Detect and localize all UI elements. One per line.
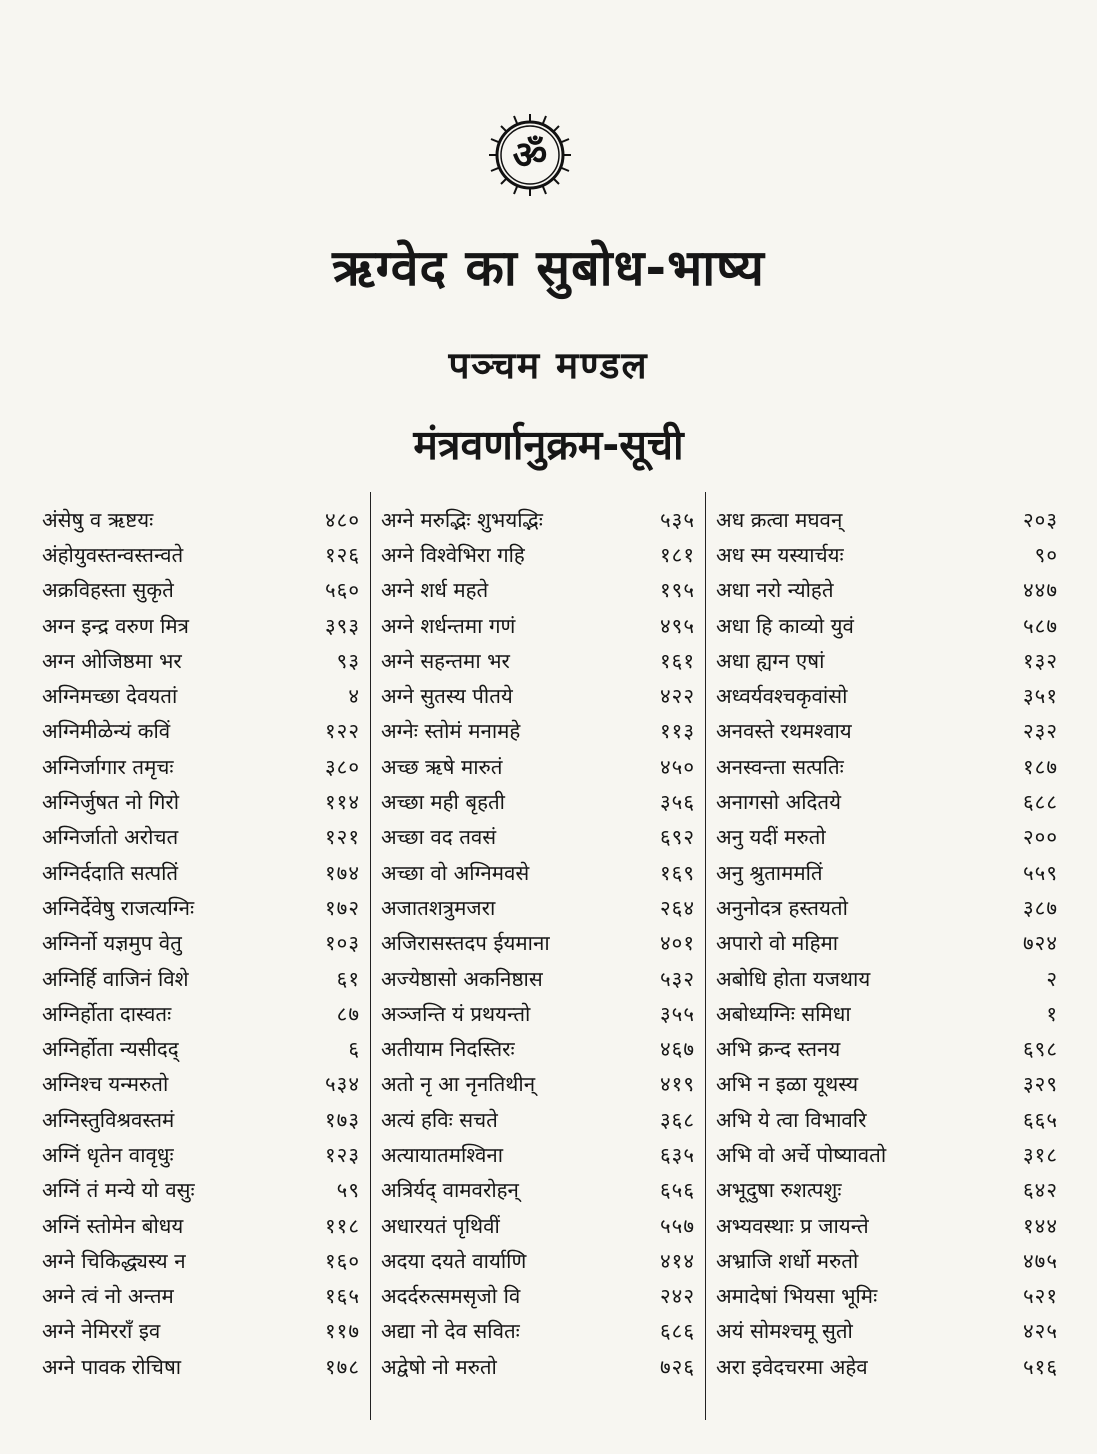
mantra-number: ५५९ [1023, 860, 1058, 885]
index-entry [381, 961, 695, 996]
mantra-text: अग्निर्जुषत नो गिरो [42, 790, 180, 815]
mantra-text: अधा ह्यग्न एषां [716, 648, 825, 673]
mantra-text: अनागसो अदितये [716, 790, 842, 815]
mantra-number: ६९२ [660, 825, 695, 850]
index-entry [716, 1349, 1058, 1384]
mantra-number: ४०१ [660, 931, 695, 956]
index-entry [42, 820, 360, 855]
mantra-text: अबोध्यग्निः समिधा [716, 1001, 851, 1026]
mantra-text: अग्निमीळेन्यं कविं [42, 719, 171, 744]
mantra-number: ४८० [325, 507, 360, 532]
mantra-text: अभि न इळा यूथस्य [716, 1072, 859, 1097]
mantra-text: अपारो वो महिमा [716, 931, 839, 956]
mantra-text: अग्ने त्वं नो अन्तम [42, 1284, 174, 1309]
mantra-number: ६४२ [1023, 1178, 1058, 1203]
mantra-text: अग्ने नेमिरराँ इव [42, 1319, 161, 1344]
index-entry [42, 1314, 360, 1349]
mantra-number: ६९८ [1023, 1037, 1058, 1062]
index-entry [42, 749, 360, 784]
mantra-text: अनवस्ते रथमश्वाय [716, 719, 852, 744]
mantra-number: ६८६ [660, 1319, 695, 1344]
mantra-text: अभ्राजि शर्धो मरुतो [716, 1248, 859, 1273]
mantra-text: अयं सोमश्चमू सुतो [716, 1319, 853, 1344]
index-entry [42, 890, 360, 925]
mantra-number: ४१४ [660, 1248, 695, 1273]
index-entry [716, 537, 1058, 572]
mantra-text: अतीयाम निदस्तिरः [381, 1037, 515, 1062]
index-entry [381, 1243, 695, 1278]
mantra-number: १६० [325, 1248, 360, 1273]
mantra-number: ३८० [325, 754, 360, 779]
index-entry [716, 1208, 1058, 1243]
om-symbol: ॐ [512, 133, 548, 177]
mantra-number: २०० [1023, 825, 1058, 850]
mantra-number: ४ [348, 684, 360, 709]
mantra-number: ४२५ [1023, 1319, 1058, 1344]
om-sun-icon [487, 112, 573, 198]
index-entry [381, 926, 695, 961]
mantra-number: ५९ [336, 1178, 360, 1203]
index-column-1 [32, 492, 370, 1420]
index-entry [381, 1031, 695, 1066]
mantra-text: अद्या नो देव सवितः [381, 1319, 520, 1344]
index-entry [716, 820, 1058, 855]
mantra-number: १ [1046, 1001, 1058, 1026]
mantra-number: ६३५ [660, 1142, 695, 1167]
mantra-text: अबोधि होता यजथाय [716, 966, 871, 991]
index-entry [42, 537, 360, 572]
index-entry [42, 678, 360, 713]
index-entry [716, 608, 1058, 643]
mantra-number: ४६७ [660, 1037, 695, 1062]
mantra-number: १७२ [325, 895, 360, 920]
mantra-text: अच्छा वद तवसं [381, 825, 497, 850]
mantra-text: अनु श्रुताममतिं [716, 860, 823, 885]
mantra-number: ५६० [325, 578, 360, 603]
index-entry [716, 714, 1058, 749]
mantra-text: अग्न ओजिष्ठमा भर [42, 648, 182, 673]
mantra-number: ३९३ [325, 613, 360, 638]
mantra-number: ५२१ [1023, 1284, 1058, 1309]
index-entry [381, 573, 695, 608]
mantra-text: अग्ने विश्वेभिरा गहि [381, 542, 525, 567]
mantra-text: अग्ने सहन्तमा भर [381, 648, 510, 673]
mantra-text: अरा इवेदचरमा अहेव [716, 1354, 868, 1379]
mantra-text: अध्वर्यवश्चकृवांसो [716, 684, 848, 709]
mantra-text: अग्ने मरुद्भिः शुभयद्भिः [381, 507, 543, 532]
index-entry [381, 1349, 695, 1384]
mantra-text: अक्रविहस्ता सुकृते [42, 578, 174, 603]
mantra-text: अग्निं तं मन्ये यो वसुः [42, 1178, 195, 1203]
mantra-text: अभूदुषा रुशत्पशुः [716, 1178, 842, 1203]
index-entry [381, 855, 695, 890]
mantra-text: अग्ने पावक रोचिषा [42, 1354, 182, 1379]
index-entry [381, 678, 695, 713]
mantra-text: अजिरासस्तदप ईयमाना [381, 931, 550, 956]
mantra-index-table [32, 492, 1064, 1420]
index-entry [716, 996, 1058, 1031]
mantra-text: अजातशत्रुमजरा [381, 895, 496, 920]
index-entry [716, 890, 1058, 925]
mantra-number: ४७५ [1023, 1248, 1058, 1273]
mantra-number: ३६८ [660, 1107, 695, 1132]
mantra-text: अभ्यवस्थाः प्र जायन्ते [716, 1213, 869, 1238]
mantra-number: २०३ [1023, 507, 1058, 532]
index-entry [381, 502, 695, 537]
mantra-number: २६४ [660, 895, 695, 920]
mantra-text: अत्यायातमश्विना [381, 1142, 504, 1167]
index-entry [716, 502, 1058, 537]
mantra-text: अग्निं धृतेन वावृधुः [42, 1142, 174, 1167]
mantra-number: ८७ [336, 1001, 360, 1026]
mantra-number: १२१ [325, 825, 360, 850]
index-entry [381, 1067, 695, 1102]
index-entry [42, 1349, 360, 1384]
index-title: मंत्रवर्णानुक्रम-सूची [413, 421, 684, 469]
mantra-number: ३५१ [1023, 684, 1058, 709]
mantra-number: १६१ [660, 648, 695, 673]
mantra-text: अध क्रत्वा मघवन् [716, 507, 843, 532]
mantra-number: ५१६ [1023, 1354, 1058, 1379]
mantra-text: अग्ने चिकिद्ध्यस्य न [42, 1248, 186, 1273]
index-entry [381, 784, 695, 819]
mantra-text: अग्निर्होता न्यसीदद् [42, 1037, 179, 1062]
mantra-number: १३२ [1023, 648, 1058, 673]
mantra-number: ४५० [660, 754, 695, 779]
index-column-3 [705, 492, 1064, 1420]
mantra-number: ५८७ [1023, 613, 1058, 638]
mantra-text: अच्छ ऋषे मारुतं [381, 754, 503, 779]
mantra-text: अग्निर्जातो अरोचत [42, 825, 179, 850]
index-entry [716, 643, 1058, 678]
mantra-number: ५५७ [660, 1213, 695, 1238]
mantra-number: ११८ [325, 1213, 360, 1238]
index-entry [381, 820, 695, 855]
index-entry [42, 1137, 360, 1172]
index-entry [716, 573, 1058, 608]
index-entry [381, 608, 695, 643]
index-entry [42, 1279, 360, 1314]
mantra-text: अग्निर्नो यज्ञमुप वेतु [42, 931, 182, 956]
mantra-text: अग्ने शर्धन्तमा गणं [381, 613, 516, 638]
index-entry [42, 784, 360, 819]
index-entry [42, 961, 360, 996]
mantra-text: अभि वो अर्चे पोष्यावतो [716, 1142, 887, 1167]
mantra-text: अग्निर्हि वाजिनं विशे [42, 966, 189, 991]
index-entry [42, 502, 360, 537]
index-entry [716, 1314, 1058, 1349]
mantra-text: अध स्म यस्यार्चयः [716, 542, 844, 567]
mantra-number: ६१ [336, 966, 360, 991]
mantra-number: १७८ [325, 1354, 360, 1379]
index-entry [381, 537, 695, 572]
mantra-text: अग्निश्च यन्मरुतो [42, 1072, 169, 1097]
mantra-text: अंसेषु व ऋष्टयः [42, 507, 154, 532]
mantra-number: १०३ [325, 931, 360, 956]
index-entry [381, 1314, 695, 1349]
index-entry [716, 926, 1058, 961]
mantra-text: अनस्वन्ता सत्पतिः [716, 754, 844, 779]
om-emblem [487, 112, 573, 198]
index-entry [42, 926, 360, 961]
mantra-text: अंहोयुवस्तन्वस्तन्वते [42, 542, 184, 567]
mantra-text: अनुनोदत्र हस्तयतो [716, 895, 848, 920]
mantra-text: अतो नृ आ नृनतिथीन् [381, 1072, 536, 1097]
mantra-number: ३८७ [1023, 895, 1058, 920]
mantra-number: ९० [1034, 542, 1058, 567]
mantra-number: ११४ [325, 790, 360, 815]
mantra-text: अग्न इन्द्र वरुण मित्र [42, 613, 189, 638]
mantra-number: ६५६ [660, 1178, 695, 1203]
mantra-number: ११३ [660, 719, 695, 744]
mantra-number: ४९५ [660, 613, 695, 638]
mandal-heading: पञ्चम मण्डल [448, 344, 649, 387]
index-entry [42, 1102, 360, 1137]
index-entry [716, 1031, 1058, 1066]
mantra-text: अग्ने शर्ध महते [381, 578, 489, 603]
index-entry [716, 961, 1058, 996]
mantra-number: २ [1046, 966, 1058, 991]
mantra-number: १७४ [325, 860, 360, 885]
index-entry [716, 678, 1058, 713]
mantra-text: अभि ये त्वा विभावरि [716, 1107, 867, 1132]
index-entry [716, 855, 1058, 890]
index-entry [42, 855, 360, 890]
mantra-text: अनु यदीं मरुतो [716, 825, 826, 850]
mantra-number: ७२४ [1023, 931, 1058, 956]
index-entry [716, 1067, 1058, 1102]
mantra-text: अच्छा मही बृहती [381, 790, 505, 815]
mantra-number: १४४ [1023, 1213, 1058, 1238]
mantra-text: अग्ने सुतस्य पीतये [381, 684, 513, 709]
mantra-text: अग्निर्ददाति सत्पतिं [42, 860, 179, 885]
mantra-number: ६ [348, 1037, 360, 1062]
mantra-number: ३५५ [660, 1001, 695, 1026]
index-entry [716, 1102, 1058, 1137]
index-entry [42, 608, 360, 643]
mantra-text: अत्यं हविः सचते [381, 1107, 498, 1132]
mantra-number: ६८८ [1023, 790, 1058, 815]
index-entry [381, 1137, 695, 1172]
mantra-number: १२२ [325, 719, 360, 744]
index-entry [381, 643, 695, 678]
mantra-text: अञ्जन्ति यं प्रथयन्तो [381, 1001, 531, 1026]
mantra-number: १७३ [325, 1107, 360, 1132]
mantra-number: ४१९ [660, 1072, 695, 1097]
mantra-text: अभि क्रन्द स्तनय [716, 1037, 841, 1062]
mantra-text: अग्निर्जागार तमृचः [42, 754, 174, 779]
mantra-number: २४२ [660, 1284, 695, 1309]
mantra-number: ५३४ [325, 1072, 360, 1097]
index-entry [42, 1031, 360, 1066]
mantra-text: अग्निमच्छा देवयतां [42, 684, 178, 709]
mantra-text: अग्निर्होता दास्वतः [42, 1001, 172, 1026]
index-column-2 [370, 492, 705, 1420]
index-entry [42, 1208, 360, 1243]
index-entry [381, 749, 695, 784]
index-entry [716, 784, 1058, 819]
index-entry [716, 1243, 1058, 1278]
index-entry [381, 1208, 695, 1243]
index-entry [381, 1173, 695, 1208]
mantra-text: अदया दयते वार्याणि [381, 1248, 527, 1273]
index-entry [716, 1279, 1058, 1314]
mantra-text: अग्नेः स्तोमं मनामहे [381, 719, 521, 744]
index-entry [716, 1137, 1058, 1172]
mantra-number: ७२६ [660, 1354, 695, 1379]
mantra-text: अच्छा वो अग्निमवसे [381, 860, 530, 885]
mantra-number: ५३२ [660, 966, 695, 991]
mantra-number: ४४७ [1023, 578, 1058, 603]
mantra-number: १२३ [325, 1142, 360, 1167]
index-entry [42, 643, 360, 678]
mantra-text: अग्निं स्तोमेन बोधय [42, 1213, 184, 1238]
mantra-number: १६९ [660, 860, 695, 885]
index-entry [716, 749, 1058, 784]
mantra-number: ३१८ [1023, 1142, 1058, 1167]
mantra-number: ११७ [325, 1319, 360, 1344]
index-entry [42, 1067, 360, 1102]
index-entry [42, 573, 360, 608]
mantra-text: अधा हि काव्यो युवं [716, 613, 854, 638]
index-entry [381, 714, 695, 749]
mantra-number: ५३५ [660, 507, 695, 532]
mantra-text: अज्येष्ठासो अकनिष्ठास [381, 966, 543, 991]
mantra-text: अधा नरो न्योहते [716, 578, 834, 603]
index-entry [42, 1173, 360, 1208]
index-entry [716, 1173, 1058, 1208]
index-entry [381, 890, 695, 925]
mantra-number: १६५ [325, 1284, 360, 1309]
mantra-number: ६६५ [1023, 1107, 1058, 1132]
mantra-number: ९३ [336, 648, 360, 673]
book-title: ऋग्वेद का सुबोध-भाष्य [332, 239, 765, 297]
index-entry [381, 996, 695, 1031]
mantra-number: १८७ [1023, 754, 1058, 779]
mantra-number: १२६ [325, 542, 360, 567]
index-entry [381, 1279, 695, 1314]
mantra-text: अत्रिर्यद् वामवरोहन् [381, 1178, 519, 1203]
index-entry [42, 714, 360, 749]
mantra-text: अमादेषां भियसा भूमिः [716, 1284, 878, 1309]
mantra-text: अधारयतं पृथिवीं [381, 1213, 500, 1238]
mantra-number: ३२९ [1023, 1072, 1058, 1097]
index-entry [42, 996, 360, 1031]
mantra-number: ३५६ [660, 790, 695, 815]
index-entry [381, 1102, 695, 1137]
mantra-text: अद्वेषो नो मरुतो [381, 1354, 497, 1379]
mantra-text: अग्निस्तुविश्रवस्तमं [42, 1107, 175, 1132]
mantra-number: १८१ [660, 542, 695, 567]
mantra-number: १९५ [660, 578, 695, 603]
mantra-text: अदर्दरुत्समसृजो वि [381, 1284, 521, 1309]
mantra-number: ४२२ [660, 684, 695, 709]
mantra-text: अग्निर्देवेषु राजत्यग्निः [42, 895, 195, 920]
mantra-number: २३२ [1023, 719, 1058, 744]
index-entry [42, 1243, 360, 1278]
